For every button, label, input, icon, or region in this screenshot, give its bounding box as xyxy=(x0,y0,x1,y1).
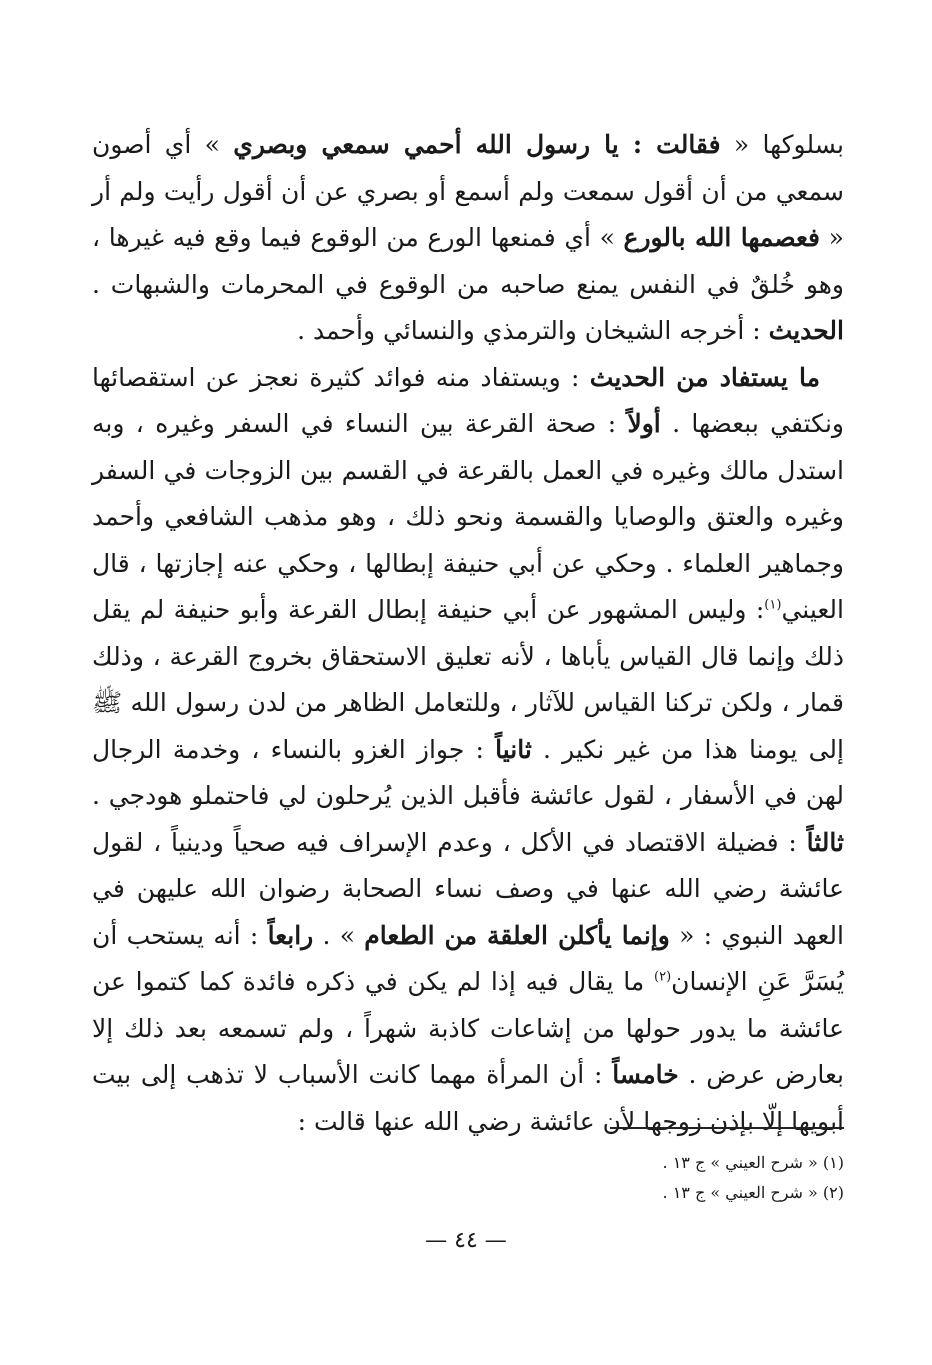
footnote-ref-2[interactable]: (٢) xyxy=(654,969,672,985)
text-run: » أي فمنعها الورع من الوقوع فيما وقع فيه غيرها ، وهو خُلقٌ في النفس يمنع صاحبه من الوقوع في المحرمات والشبهات . xyxy=(92,223,844,299)
point-label-second: ثانياً xyxy=(495,734,532,764)
bold-quote: وإنما يأكلن العلقة من الطعام xyxy=(364,920,670,950)
main-text xyxy=(92,122,844,1145)
point-label-fourth: رابعاً xyxy=(267,920,314,950)
page-number: — ٤٤ — xyxy=(425,1228,507,1253)
text-run: : أنه يستحب أن يُسَرَّ عَنِ الإنسان xyxy=(92,920,844,996)
bold-quote: فقالت : يا رسول الله أحمي سمعي وبصري xyxy=(233,130,721,159)
text-run: » أي أصون سمعي من أن أقول سمعت ولم أسمع أو بصري عن أن أقول رأيت ولم أر « xyxy=(92,130,844,252)
point-label-third: ثالثاً xyxy=(806,827,844,857)
text-run: ما يقال فيه إذا لم يكن في ذكره فائدة كما كتموا عن عائشة ما يدور حولها من إشاعات كاذبة شهراً ، ولم تسمعه بعد ذلك إلا بعارض عرض . xyxy=(92,967,845,1089)
paragraph-hadith-explanation xyxy=(92,122,844,355)
text-run: : فضيلة الاقتصاد في الأكل ، وعدم الإسراف فيه صحياً ودينياً ، لقول عائشة رضي الله عنها في وصف نساء الصحابة رضوان الله عليهن في العهد النبوي : « xyxy=(92,827,844,950)
text-run: : وليس المشهور عن أبي حنيفة إبطال القرعة وأبو حنيفة لم يقل ذلك وإنما قال القياس يأباها ، لأنه تعليق الاستحقاق بخروج القرعة ، وذلك قمار ، ولكن تركنا القياس للآثار ، وللتعامل الظاهر من لدن رسول الله ﷺ إلى يومنا هذا من غير نكير . xyxy=(92,595,844,764)
text-run: بسلوكها « xyxy=(720,130,844,159)
bold-heading-inline: الحديث xyxy=(768,316,844,345)
bold-quote: فعصمها الله بالورع xyxy=(623,223,821,252)
footnote-ref-1[interactable]: (١) xyxy=(764,597,782,613)
section-heading: ما يستفاد من الحديث xyxy=(589,362,821,392)
text-run: » . xyxy=(313,920,365,950)
footnotes xyxy=(400,1148,844,1208)
point-label-fifth: خامساً xyxy=(612,1060,679,1089)
text-run: : أخرجه الشيخان والترمذي والنسائي وأحمد . xyxy=(297,316,769,345)
footnote-1: (١) « شرح العيني » ج ١٣ . xyxy=(662,1153,844,1172)
text-run: : جواز الغزو بالنساء ، وخدمة الرجال لهن في الأسفار ، لقول عائشة فأقبل الذين يُرحلون لي فاحتملو هودجي . xyxy=(92,734,844,810)
point-label-first: أولاً xyxy=(627,409,661,438)
paragraph-benefits xyxy=(92,355,844,1146)
footnote-2: (٢) « شرح العيني » ج ١٣ . xyxy=(662,1183,844,1202)
footnote-separator xyxy=(610,1127,844,1129)
text-run: : صحة القرعة بين النساء في السفر وغيره ، وبه استدل مالك وغيره في العمل بالقرعة في القسم بين الزوجات في السفر وغيره والعتق والوصايا والقسمة ونحو ذلك ، وهو مذهب الشافعي وأحمد وجماهير العلماء . وحكي عن أبي حنيفة إبطالها ، وحكي عنه إجازتها ، قال العيني xyxy=(92,409,844,624)
text-run: : ويستفاد منه فوائد كثيرة نعجز عن استقصائها ونكتفي ببعضها . xyxy=(92,362,844,438)
text-run: : أن المرأة مهما كانت الأسباب لا تذهب إلى بيت أبويها إلّا بإذن زوجها لأن عائشة رضي الله عنها قالت : xyxy=(92,1060,844,1136)
